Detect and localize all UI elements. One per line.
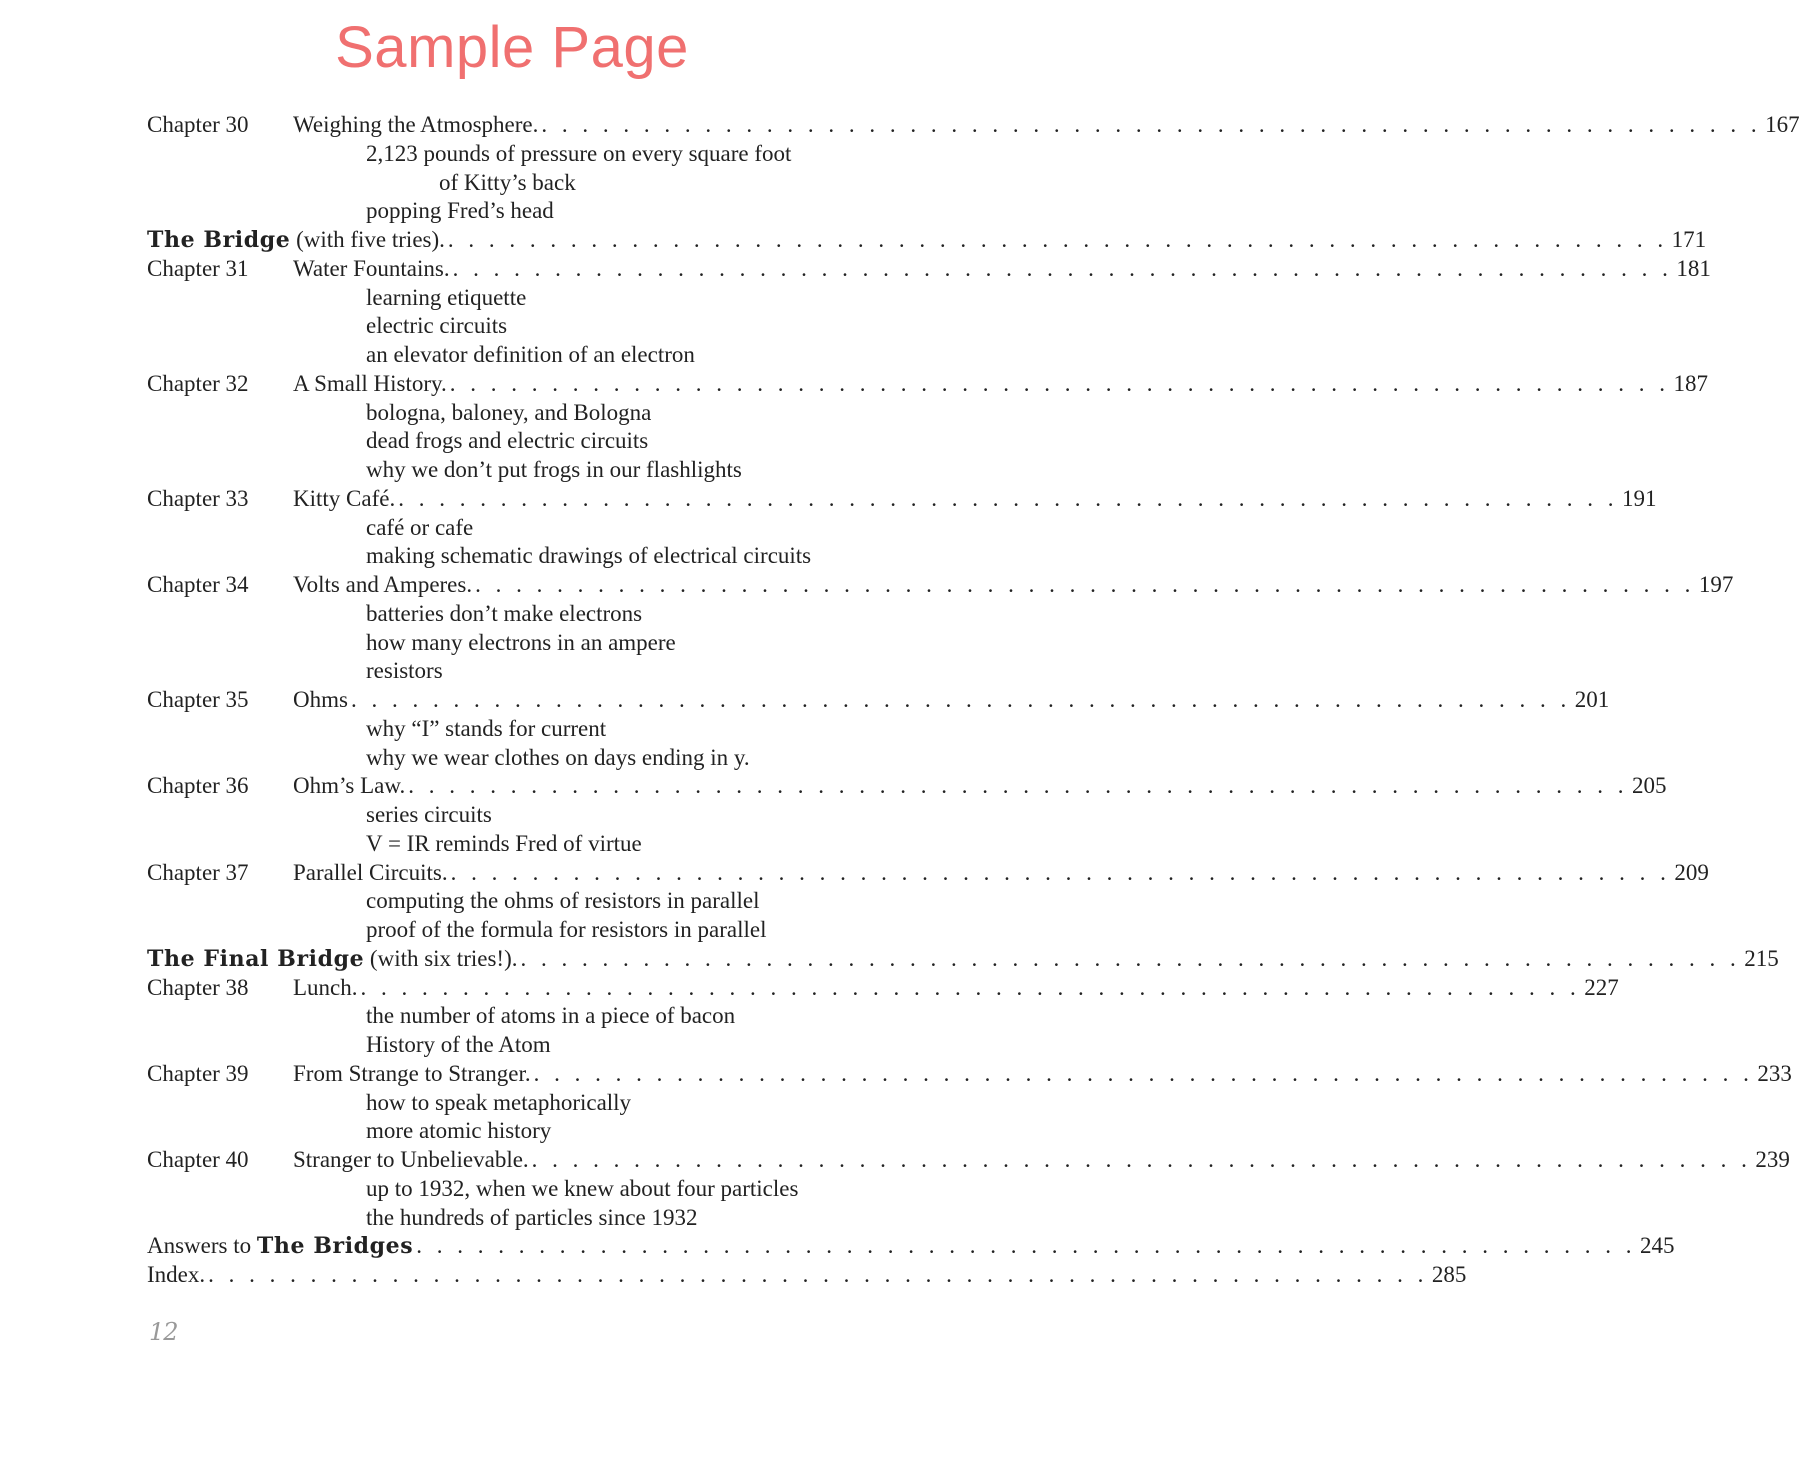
chapter-title: Weighing the Atmosphere.: [293, 112, 539, 137]
dot-leader: . . . . . . . . . . . . . . . . . . . . . . . . . . . . . . . . . . . . . . . . . . . . . . . . . . . . . . . . . . . .: [449, 370, 1670, 396]
chapter-title: Lunch.: [293, 974, 358, 1000]
dot-leader: . . . . . . . . . . . . . . . . . . . . . . . . . . . . . . . . . . . . . . . . . . . . . . . . . . . . . . . . . . . .: [350, 687, 1571, 712]
topic-line: batteries don’t make electrons: [366, 600, 643, 626]
toc-entry: [147, 1146, 1790, 1175]
chapter-title: Kitty Café.: [293, 485, 396, 511]
dot-leader: . . . . . . . . . . . . . . . . . . . . . . . . . . . . . . . . . . . . . . . . . . . . . . . . . . . . . . . . . . . .: [452, 255, 1673, 281]
topic-line: the hundreds of particles since 1932: [366, 1204, 698, 1230]
dot-leader: . . . . . . . . . . . . . . . . . . . . . . . . . . . . . . . . . . . . . . . . . . . . . . . . . . . . . . . . . . . .: [541, 112, 1762, 137]
topic-line: an elevator definition of an electron: [366, 342, 695, 367]
topic-line: V = IR reminds Fred of virtue: [366, 830, 642, 856]
chapter-label: Chapter 33: [147, 485, 249, 511]
chapter-title: From Strange to Stranger.: [293, 1060, 531, 1086]
topic-line: why we don’t put frogs in our flashlights: [366, 457, 742, 482]
page-ref: 239: [1755, 1147, 1790, 1172]
dot-leader: . . . . . . . . . . . . . . . . . . . . . . . . . . . . . . . . . . . . . . . . . . . . . . . . . . . . . . . . . . . .: [408, 773, 1628, 799]
bridge-title: [147, 945, 517, 974]
toc-entry: [147, 1232, 1675, 1261]
chapter-label: Chapter 38: [147, 974, 249, 1000]
chapter-label: Chapter 35: [147, 687, 249, 712]
topic-line: why “I” stands for current: [366, 715, 607, 741]
answers-bridges-name: The Bridges: [256, 1233, 414, 1260]
page-number: 12: [149, 1318, 178, 1346]
chapter-title: Volts and Amperes.: [293, 572, 473, 597]
bridge-name: The Bridge: [147, 227, 291, 253]
toc-entry: [147, 772, 1667, 801]
chapter-title: A Small History.: [293, 370, 447, 396]
topic-line: computing the ohms of resistors in parallel: [366, 888, 760, 914]
topic-line: how to speak metaphorically: [366, 1089, 632, 1115]
toc-entry: [147, 370, 1709, 399]
toc-entry: [147, 859, 1709, 888]
chapter-label: Chapter 34: [147, 572, 249, 597]
toc-entry: [147, 686, 1610, 715]
dot-leader: . . . . . . . . . . . . . . . . . . . . . . . . . . . . . . . . . . . . . . . . . . . . . . . . . . . . . . . . . . . .: [450, 859, 1671, 885]
toc-entry: [147, 111, 1800, 140]
page-ref: 191: [1621, 485, 1657, 511]
topic-line: up to 1932, when we knew about four particles: [366, 1175, 799, 1201]
chapter-label: Chapter 37: [147, 859, 249, 885]
chapter-label: Chapter 30: [147, 112, 249, 137]
answers-title: [147, 1232, 413, 1261]
dot-leader: . . . . . . . . . . . . . . . . . . . . . . . . . . . . . . . . . . . . . . . . . . . . . . . . . . . . . . . . . . . .: [398, 485, 1618, 511]
topic-line: more atomic history: [366, 1118, 552, 1144]
dot-leader: . . . . . . . . . . . . . . . . . . . . . . . . . . . . . . . . . . . . . . . . . . . . . . . . . . . . . . . . . . . .: [531, 1147, 1752, 1172]
dot-leader: . . . . . . . . . . . . . . . . . . . . . . . . . . . . . . . . . . . . . . . . . . . . . . . . . . . . . . . . . . . .: [475, 572, 1695, 597]
index-title: Index.: [147, 1262, 206, 1287]
dot-leader: . . . . . . . . . . . . . . . . . . . . . . . . . . . . . . . . . . . . . . . . . . . . . . . . . . . . . . . . . . . .: [533, 1060, 1754, 1086]
topic-line: café or cafe: [366, 514, 474, 540]
chapter-title: Ohm’s Law.: [293, 773, 406, 799]
sample-page-watermark: Sample Page: [335, 15, 689, 80]
chapter-label: Chapter 31: [147, 255, 249, 281]
chapter-title: Stranger to Unbelievable.: [293, 1147, 529, 1172]
toc-entry: [147, 226, 1707, 255]
topic-line: how many electrons in an ampere: [366, 629, 676, 655]
dot-leader: . . . . . . . . . . . . . . . . . . . . . . . . . . . . . . . . . . . . . . . . . . . . . . . . . . . . . . . . . . . .: [208, 1262, 1428, 1287]
page-ref: 201: [1574, 687, 1610, 712]
page-ref: 171: [1671, 227, 1707, 252]
page-ref: 167: [1765, 112, 1800, 137]
bridge-name: The Final Bridge: [147, 945, 365, 972]
topic-line: proof of the formula for resistors in parallel: [366, 917, 767, 942]
chapter-title: Water Fountains.: [293, 255, 450, 281]
chapter-title: Parallel Circuits.: [293, 859, 448, 885]
toc-entry: [147, 945, 1779, 974]
topic-line: resistors: [366, 658, 443, 684]
toc-entry: [147, 255, 1711, 284]
toc-entry: [147, 1261, 1467, 1290]
topic-line: dead frogs and electric circuits: [366, 428, 649, 454]
page-ref: 181: [1676, 255, 1711, 281]
dot-leader: . . . . . . . . . . . . . . . . . . . . . . . . . . . . . . . . . . . . . . . . . . . . . . . . . . . . . . . . . . . .: [360, 974, 1581, 1000]
bridge-note: (with five tries).: [290, 227, 445, 252]
topic-line: making schematic drawings of electrical circuits: [366, 543, 812, 569]
topic-line: of Kitty’s back: [439, 169, 576, 195]
dot-leader: . . . . . . . . . . . . . . . . . . . . . . . . . . . . . . . . . . . . . . . . . . . . . . . . . . . . . . . . . . . .: [416, 1233, 1636, 1259]
page-ref: 197: [1698, 572, 1734, 597]
topic-line: learning etiquette: [366, 284, 527, 310]
topic-line: the number of atoms in a piece of bacon: [366, 1003, 736, 1029]
chapter-label: Chapter 32: [147, 370, 249, 396]
topic-line: bologna, baloney, and Bologna: [366, 399, 652, 425]
page-ref: 187: [1673, 370, 1709, 396]
page-ref: 245: [1639, 1233, 1675, 1259]
page-ref: 227: [1584, 974, 1619, 1000]
chapter-title: Ohms: [293, 687, 348, 712]
topic-line: electric circuits: [366, 313, 508, 339]
topic-line: History of the Atom: [366, 1032, 551, 1057]
page-ref: 209: [1674, 859, 1709, 885]
toc-entry: [147, 571, 1734, 600]
page-ref: 215: [1744, 945, 1779, 971]
topic-line: why we wear clothes on days ending in y.: [366, 744, 750, 770]
topic-line: 2,123 pounds of pressure on every square foot: [366, 140, 792, 166]
toc-entry: [147, 1060, 1792, 1089]
chapter-label: Chapter 39: [147, 1060, 249, 1086]
topic-line: series circuits: [366, 802, 492, 827]
page-ref: 285: [1431, 1262, 1467, 1287]
chapter-label: Chapter 36: [147, 773, 249, 799]
chapter-label: Chapter 40: [147, 1147, 249, 1172]
bridge-title: [147, 226, 445, 255]
toc-entry: [147, 974, 1619, 1003]
answers-prefix: Answers to: [147, 1233, 257, 1259]
bridge-note: (with six tries!).: [364, 945, 518, 971]
page-ref: 233: [1757, 1060, 1792, 1086]
page-ref: 205: [1631, 773, 1667, 799]
dot-leader: . . . . . . . . . . . . . . . . . . . . . . . . . . . . . . . . . . . . . . . . . . . . . . . . . . . . . . . . . . . .: [447, 227, 1668, 252]
topic-line: popping Fred’s head: [366, 198, 554, 224]
toc-entry: [147, 485, 1657, 514]
dot-leader: . . . . . . . . . . . . . . . . . . . . . . . . . . . . . . . . . . . . . . . . . . . . . . . . . . . . . . . . . . . .: [520, 945, 1741, 971]
table-of-contents: [147, 111, 1800, 1290]
